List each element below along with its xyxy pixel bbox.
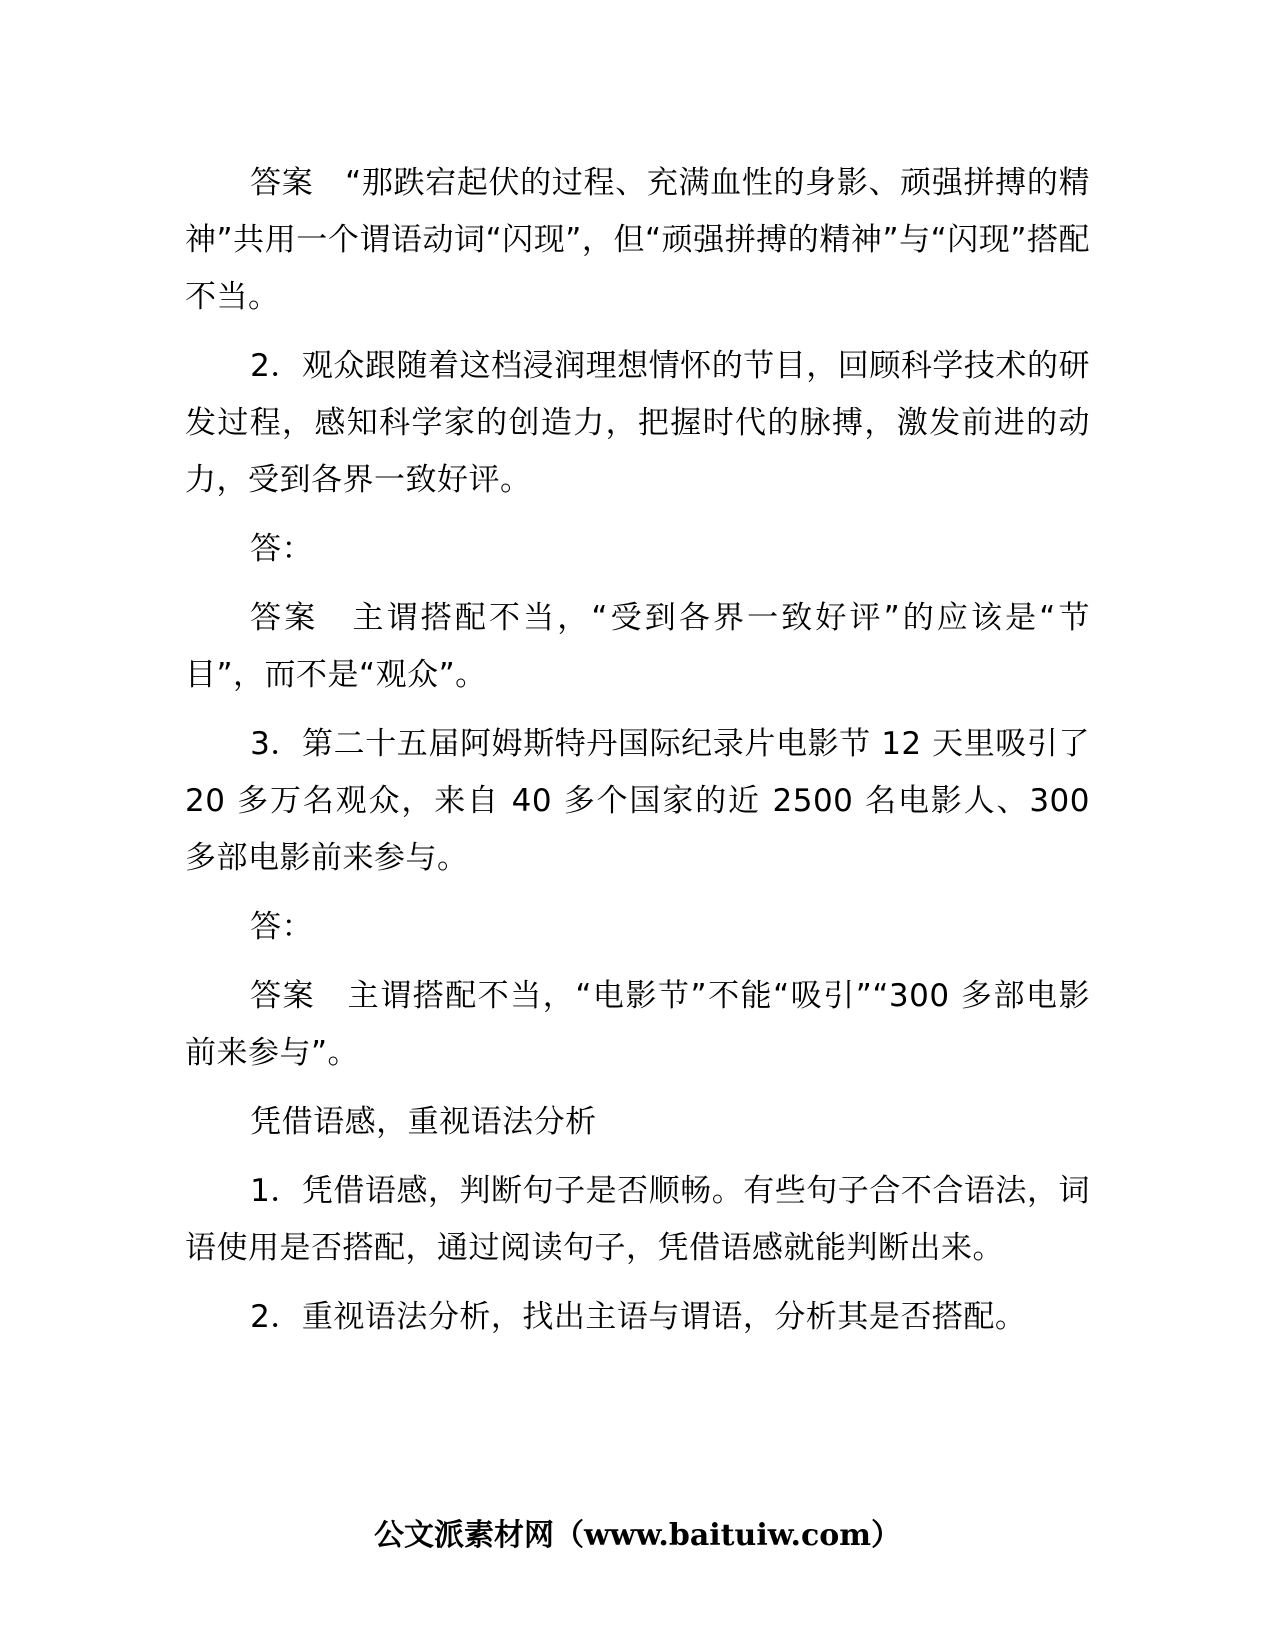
answer-paragraph: 答案 主谓搭配不当，“电影节”不能“吸引”“300 多部电影前来参与”。	[185, 978, 1090, 1071]
question-paragraph: 3．第二十五届阿姆斯特丹国际纪录片电影节 12 天里吸引了 20 多万名观众，来自 40 多个国家的近 2500 名电影人、300 多部电影前来参与。	[185, 726, 1090, 876]
question-paragraph: 2．观众跟随着这档浸润理想情怀的节目，回顾科学技术的研发过程，感知科学家的创造力，把握时代的脉搏，激发前进的动力，受到各界一致好评。	[185, 348, 1090, 498]
answer-paragraph: 答案 “那跌宕起伏的过程、充满血性的身影、顽强拼搏的精神”共用一个谓语动词“闪现”，但“顽强拼搏的精神”与“闪现”搭配不当。	[185, 165, 1090, 315]
document-body	[185, 155, 1090, 1358]
method-paragraph: 1．凭借语感，判断句子是否顺畅。有些句子合不合语法，词语使用是否搭配，通过阅读句子，凭借语感就能判断出来。	[185, 1173, 1090, 1266]
answer-prompt: 答：	[250, 909, 314, 945]
page-footer: 公文派素材网（www.baituiw.com）	[373, 1518, 902, 1553]
answer-paragraph: 答案 主谓搭配不当，“受到各界一致好评”的应该是“节目”，而不是“观众”。	[185, 600, 1090, 693]
method-paragraph: 2．重视语法分析，找出主语与谓语，分析其是否搭配。	[250, 1299, 1027, 1335]
answer-prompt: 答：	[250, 531, 314, 567]
section-heading: 凭借语感，重视语法分析	[250, 1104, 597, 1140]
